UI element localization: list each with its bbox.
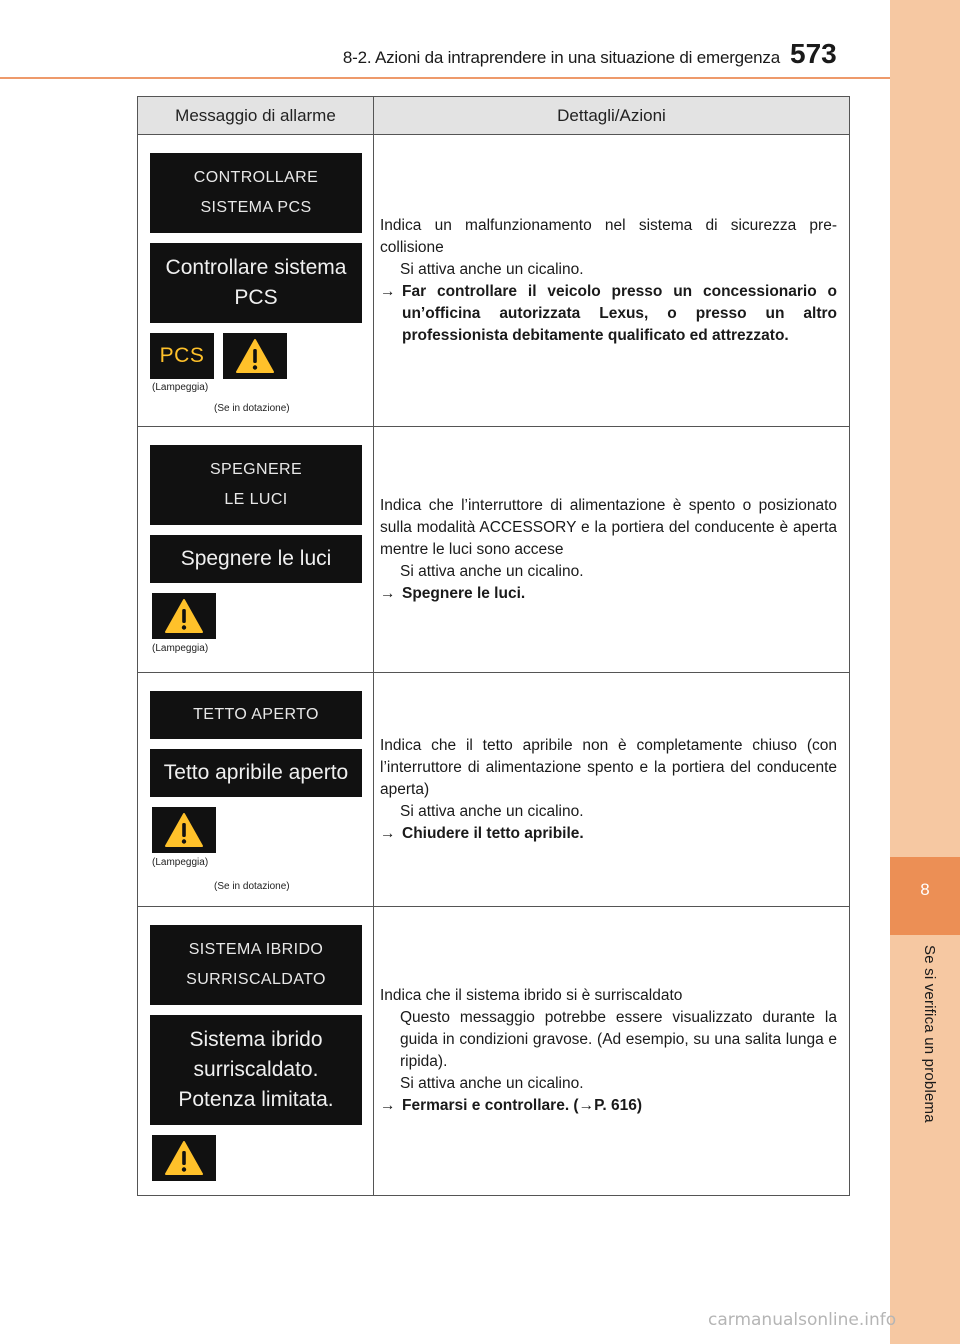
equipment-note: (Se in dotazione) [214,403,290,414]
detail-action [380,1095,837,1117]
action-text: Fermarsi e controllare. (→P. 616) [402,1097,643,1114]
message-cell [138,135,374,427]
warning-triangle-icon [152,593,216,639]
detail-description: Indica che il sistema ibrido si è surriscaldato [380,987,683,1004]
arrow-icon: → [380,584,396,602]
display-text-large: Tetto apribile aperto [150,749,362,797]
details-cell [374,135,850,427]
detail-buzzer-note: Si attiva anche un cicalino. [400,802,584,820]
column-header-details: Dettagli/Azioni [374,97,850,135]
message-cell [138,427,374,673]
display-text-caps: TETTO APERTO [150,691,362,739]
warning-triangle-icon [152,807,216,853]
details-cell [374,907,850,1196]
warning-triangle-icon [152,1135,216,1181]
running-header: 8-2. Azioni da intraprendere in una situazione di emergenza [342,48,780,67]
display-text-caps: SPEGNERE LE LUCI [150,445,362,525]
equipment-note: (Se in dotazione) [214,881,290,892]
message-cell [138,673,374,907]
display-text-large: Spegnere le luci [150,535,362,583]
detail-buzzer-note: Si attiva anche un cicalino. [400,260,584,278]
watermark: carmanualsonline.info [708,1310,897,1330]
display-text-large: Sistema ibrido surriscaldato. Potenza limitata. [150,1015,362,1125]
detail-buzzer-note: Si attiva anche un cicalino. [400,1075,584,1092]
detail-description: Indica un malfunzionamento nel sistema di sicurezza pre-collisione [380,216,837,256]
detail-action [380,583,837,605]
header-rule [0,77,890,79]
blink-note: (Lampeggia) [152,643,209,654]
table-row [138,907,850,1196]
table-row [138,427,850,673]
message-cell [138,907,374,1196]
column-header-message: Messaggio di allarme [138,97,374,135]
table-header-row [138,97,850,135]
arrow-icon: → [380,824,396,842]
display-text-caps: CONTROLLARE SISTEMA PCS [150,153,362,233]
details-cell [374,427,850,673]
action-text: Spegnere le luci. [402,584,526,602]
warning-message-table [137,96,850,1196]
blink-note: (Lampeggia) [152,857,209,868]
detail-description: Indica che il tetto apribile non è completamente chiuso (con l’interruttore di alimentazione spento e la portiera del conducente aperta) [380,736,837,798]
detail-buzzer-note: Si attiva anche un cicalino. [400,562,584,580]
action-text: Far controllare il veicolo presso un concessionario o un’officina autorizzata Lexus, o presso un altro professionista debitamente qualificato ed attrezzato. [402,282,837,344]
arrow-icon: → [380,282,396,300]
details-cell [374,673,850,907]
page-number: 573 [790,38,837,69]
pcs-indicator-label: PCS [159,344,205,367]
arrow-icon: → [380,1097,396,1114]
display-text-large: Controllare sistema PCS [150,243,362,323]
detail-action [380,281,837,347]
blink-note: (Lampeggia) [152,382,209,393]
detail-description: Indica che l’interruttore di alimentazione è spento o posizionato sulla modalità ACCESSORY e la portiera del conducente è aperta mentre le luci sono accese [380,496,837,558]
chapter-label: Se si verifica un problema [921,945,938,1123]
pcs-indicator [150,333,214,379]
action-text: Chiudere il tetto apribile. [402,824,584,842]
table-row [138,673,850,907]
warning-triangle-icon [223,333,287,379]
display-text-caps: SISTEMA IBRIDO SURRISCALDATO [150,925,362,1005]
chapter-tab: 8 [890,857,960,935]
detail-action [380,823,837,845]
table-row [138,135,850,427]
detail-condition-note: Questo messaggio potrebbe essere visualizzato durante la guida in condizioni gravose. (Ad esempio, su una salita lunga e ripida). [400,1009,837,1070]
